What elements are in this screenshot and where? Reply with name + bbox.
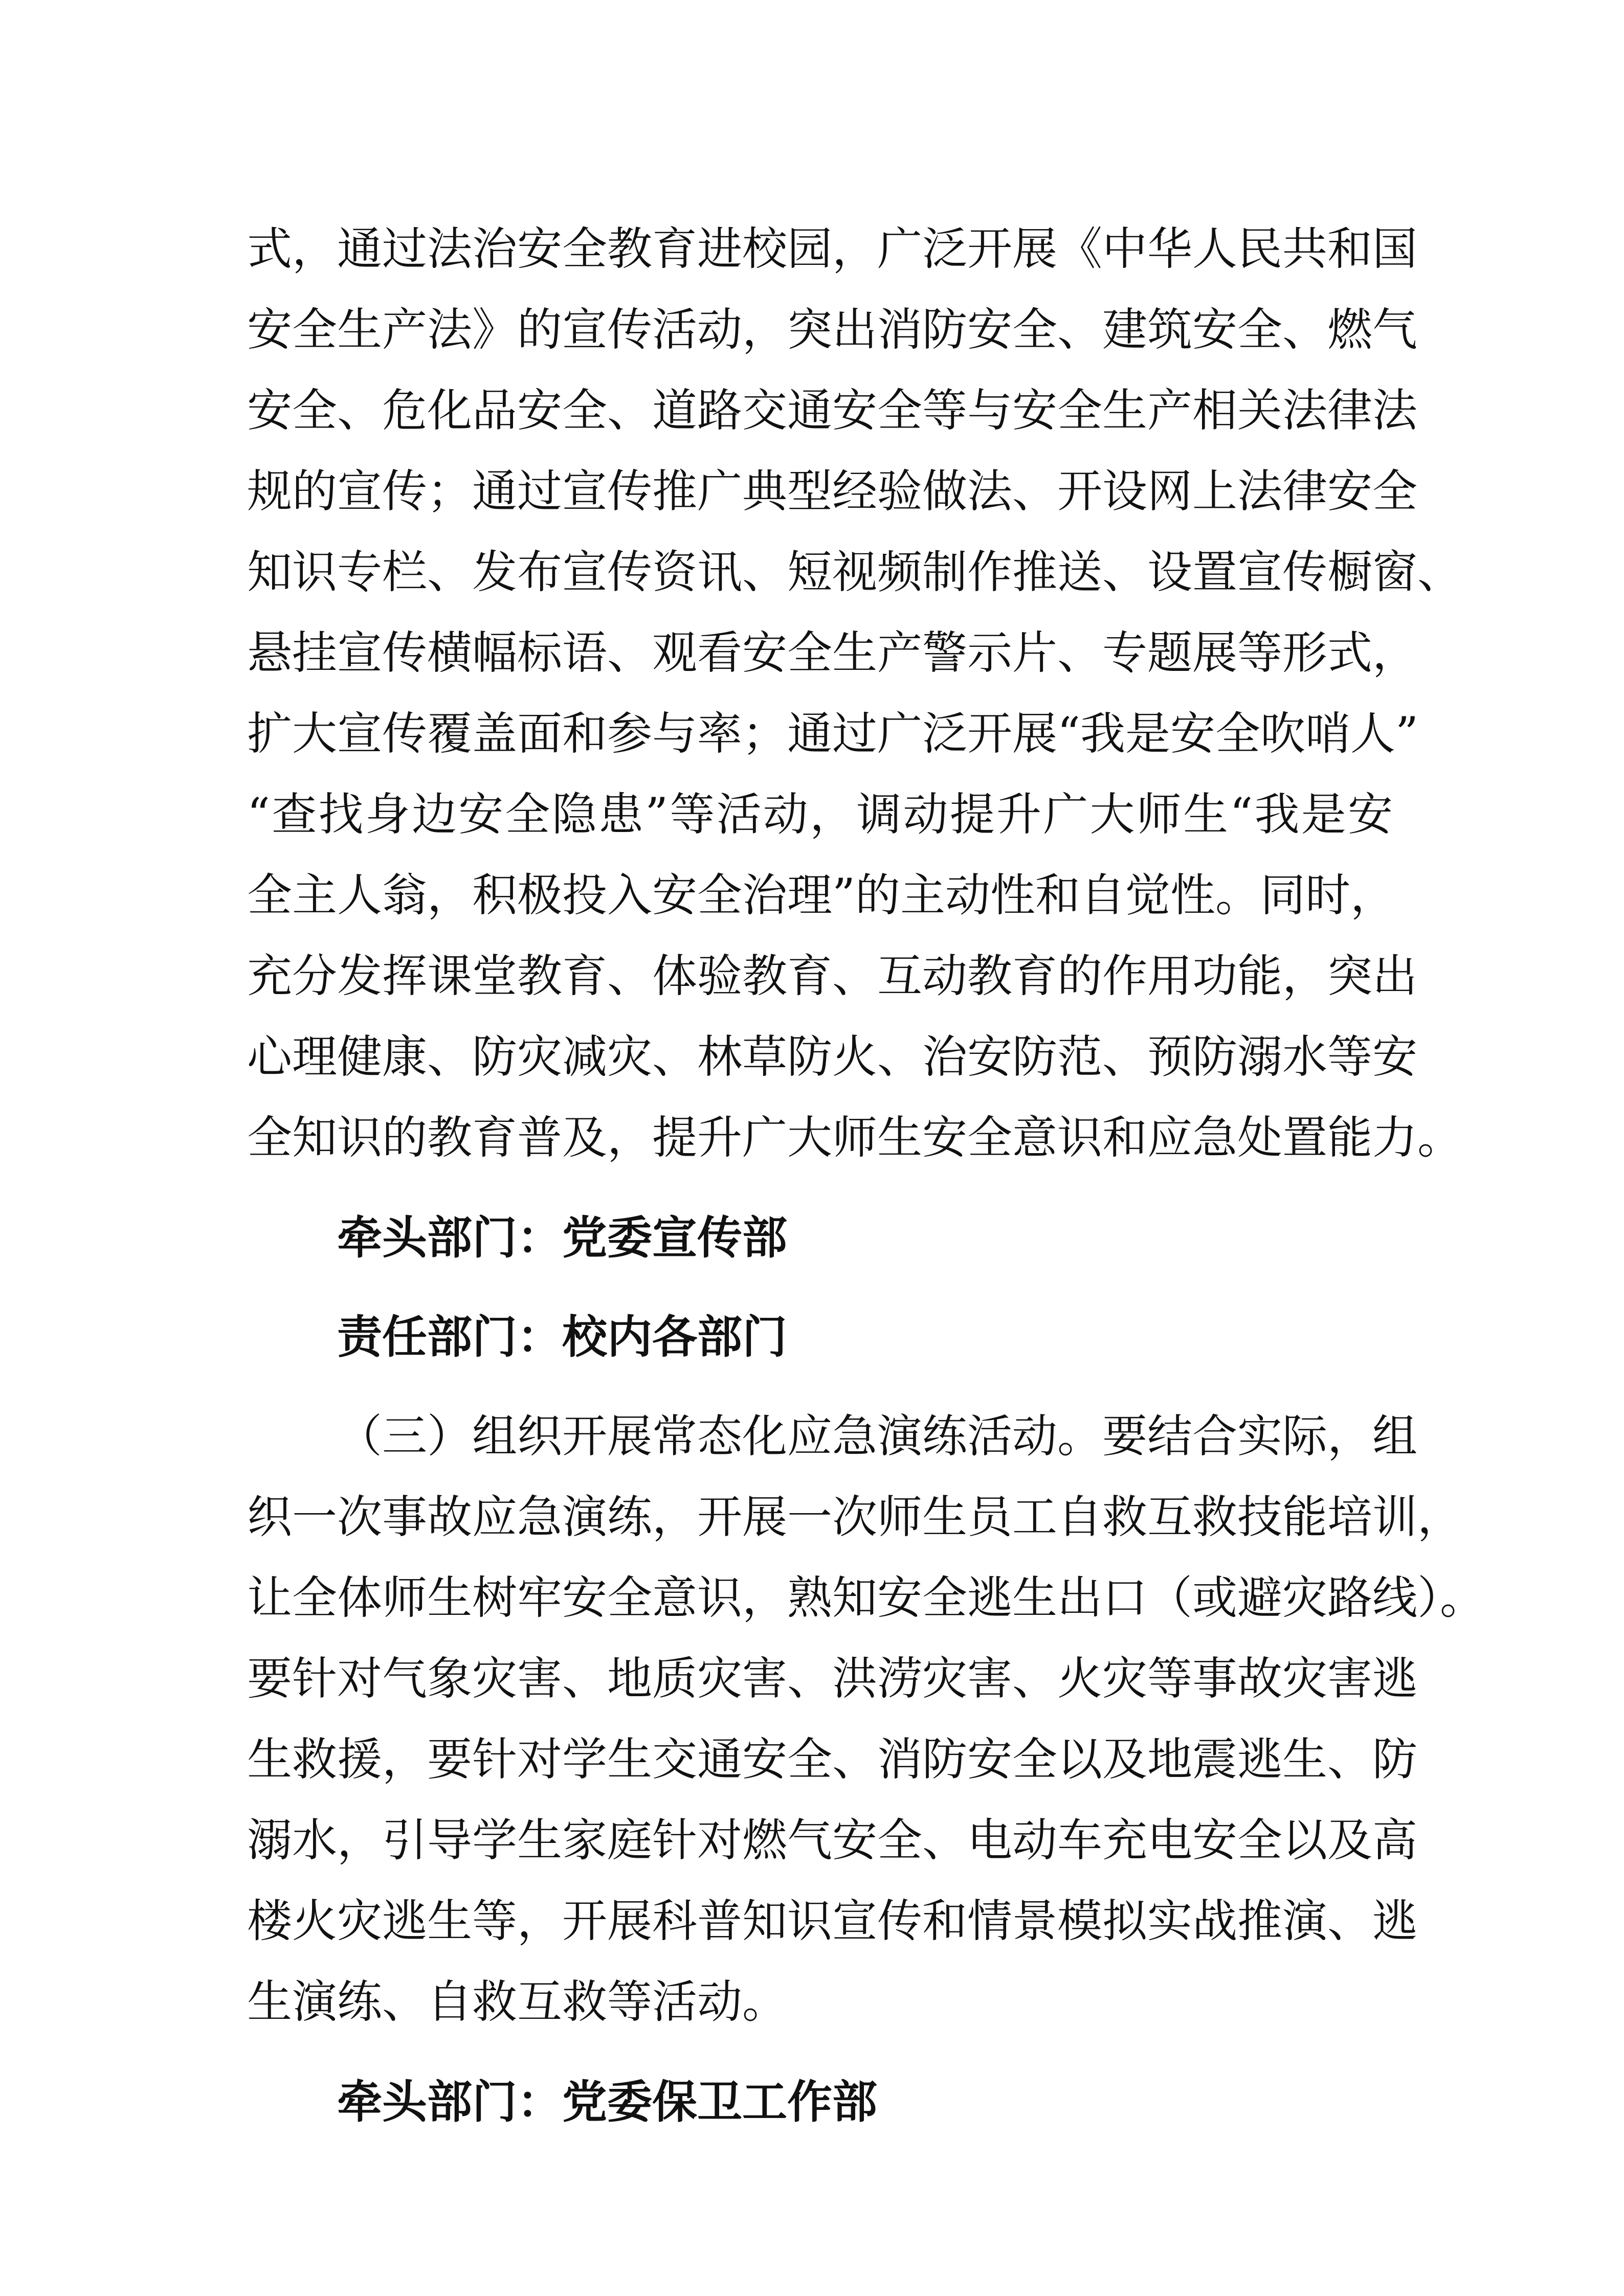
- paragraph-line: 心理健康、防灾减灾、林草防火、治安防范、预防溺水等安: [247, 1030, 1418, 1083]
- lead-department-heading: 牵头部门：党委宣传部: [337, 1211, 788, 1264]
- paragraph-line: 安全、危化品安全、道路交通安全等与安全生产相关法律法: [247, 384, 1418, 437]
- paragraph-line: 安全生产法》的宣传活动，突出消防安全、建筑安全、燃气: [247, 303, 1418, 356]
- paragraph-line: 楼火灾逃生等，开展科普知识宣传和情景模拟实战推演、逃: [247, 1895, 1418, 1947]
- paragraph-line: 全知识的教育普及，提升广大师生安全意识和应急处置能力。: [247, 1111, 1463, 1164]
- paragraph-line: 规的宣传；通过宣传推广典型经验做法、开设网上法律安全: [247, 465, 1418, 517]
- paragraph-line: 生演练、自救互救等活动。: [247, 1975, 788, 2028]
- paragraph-safety-education: [247, 209, 1463, 1178]
- paragraph-line: 溺水，引导学生家庭针对燃气安全、电动车充电安全以及高: [247, 1814, 1418, 1866]
- paragraph-line: （三）组织开展常态化应急演练活动。要结合实际，组: [337, 1410, 1418, 1462]
- paragraph-line: 知识专栏、发布宣传资讯、短视频制作推送、设置宣传橱窗、: [247, 546, 1463, 598]
- paragraph-line: 悬挂宣传横幅标语、观看安全生产警示片、专题展等形式，: [247, 626, 1418, 679]
- paragraph-line: 充分发挥课堂教育、体验教育、互动教育的作用功能，突出: [247, 950, 1418, 1002]
- paragraph-emergency-drills: [247, 1396, 1485, 2042]
- paragraph-line: 生救援，要针对学生交通安全、消防安全以及地震逃生、防: [247, 1733, 1418, 1786]
- document-body: [247, 209, 1485, 2143]
- paragraph-line: 要针对气象灾害、地质灾害、洪涝灾害、火灾等事故灾害逃: [247, 1652, 1418, 1705]
- responsible-department-heading: 责任部门：校内各部门: [337, 1311, 788, 1363]
- paragraph-line: “查找身边安全隐患”等活动，调动提升广大师生“我是安: [247, 788, 1393, 841]
- paragraph-line: 让全体师生树牢安全意识，熟知安全逃生出口（或避灾路线）。: [247, 1571, 1485, 1624]
- paragraph-line: 扩大宣传覆盖面和参与率；通过广泛开展“我是安全吹哨人”: [247, 707, 1418, 760]
- lead-department-heading: 牵头部门：党委保卫工作部: [337, 2076, 878, 2128]
- paragraph-line: 织一次事故应急演练，开展一次师生员工自救互救技能培训，: [247, 1491, 1463, 1543]
- paragraph-line: 全主人翁，积极投入安全治理”的主动性和自觉性。同时，: [247, 869, 1395, 921]
- paragraph-line: 式，通过法治安全教育进校园，广泛开展《中华人民共和国: [247, 222, 1418, 275]
